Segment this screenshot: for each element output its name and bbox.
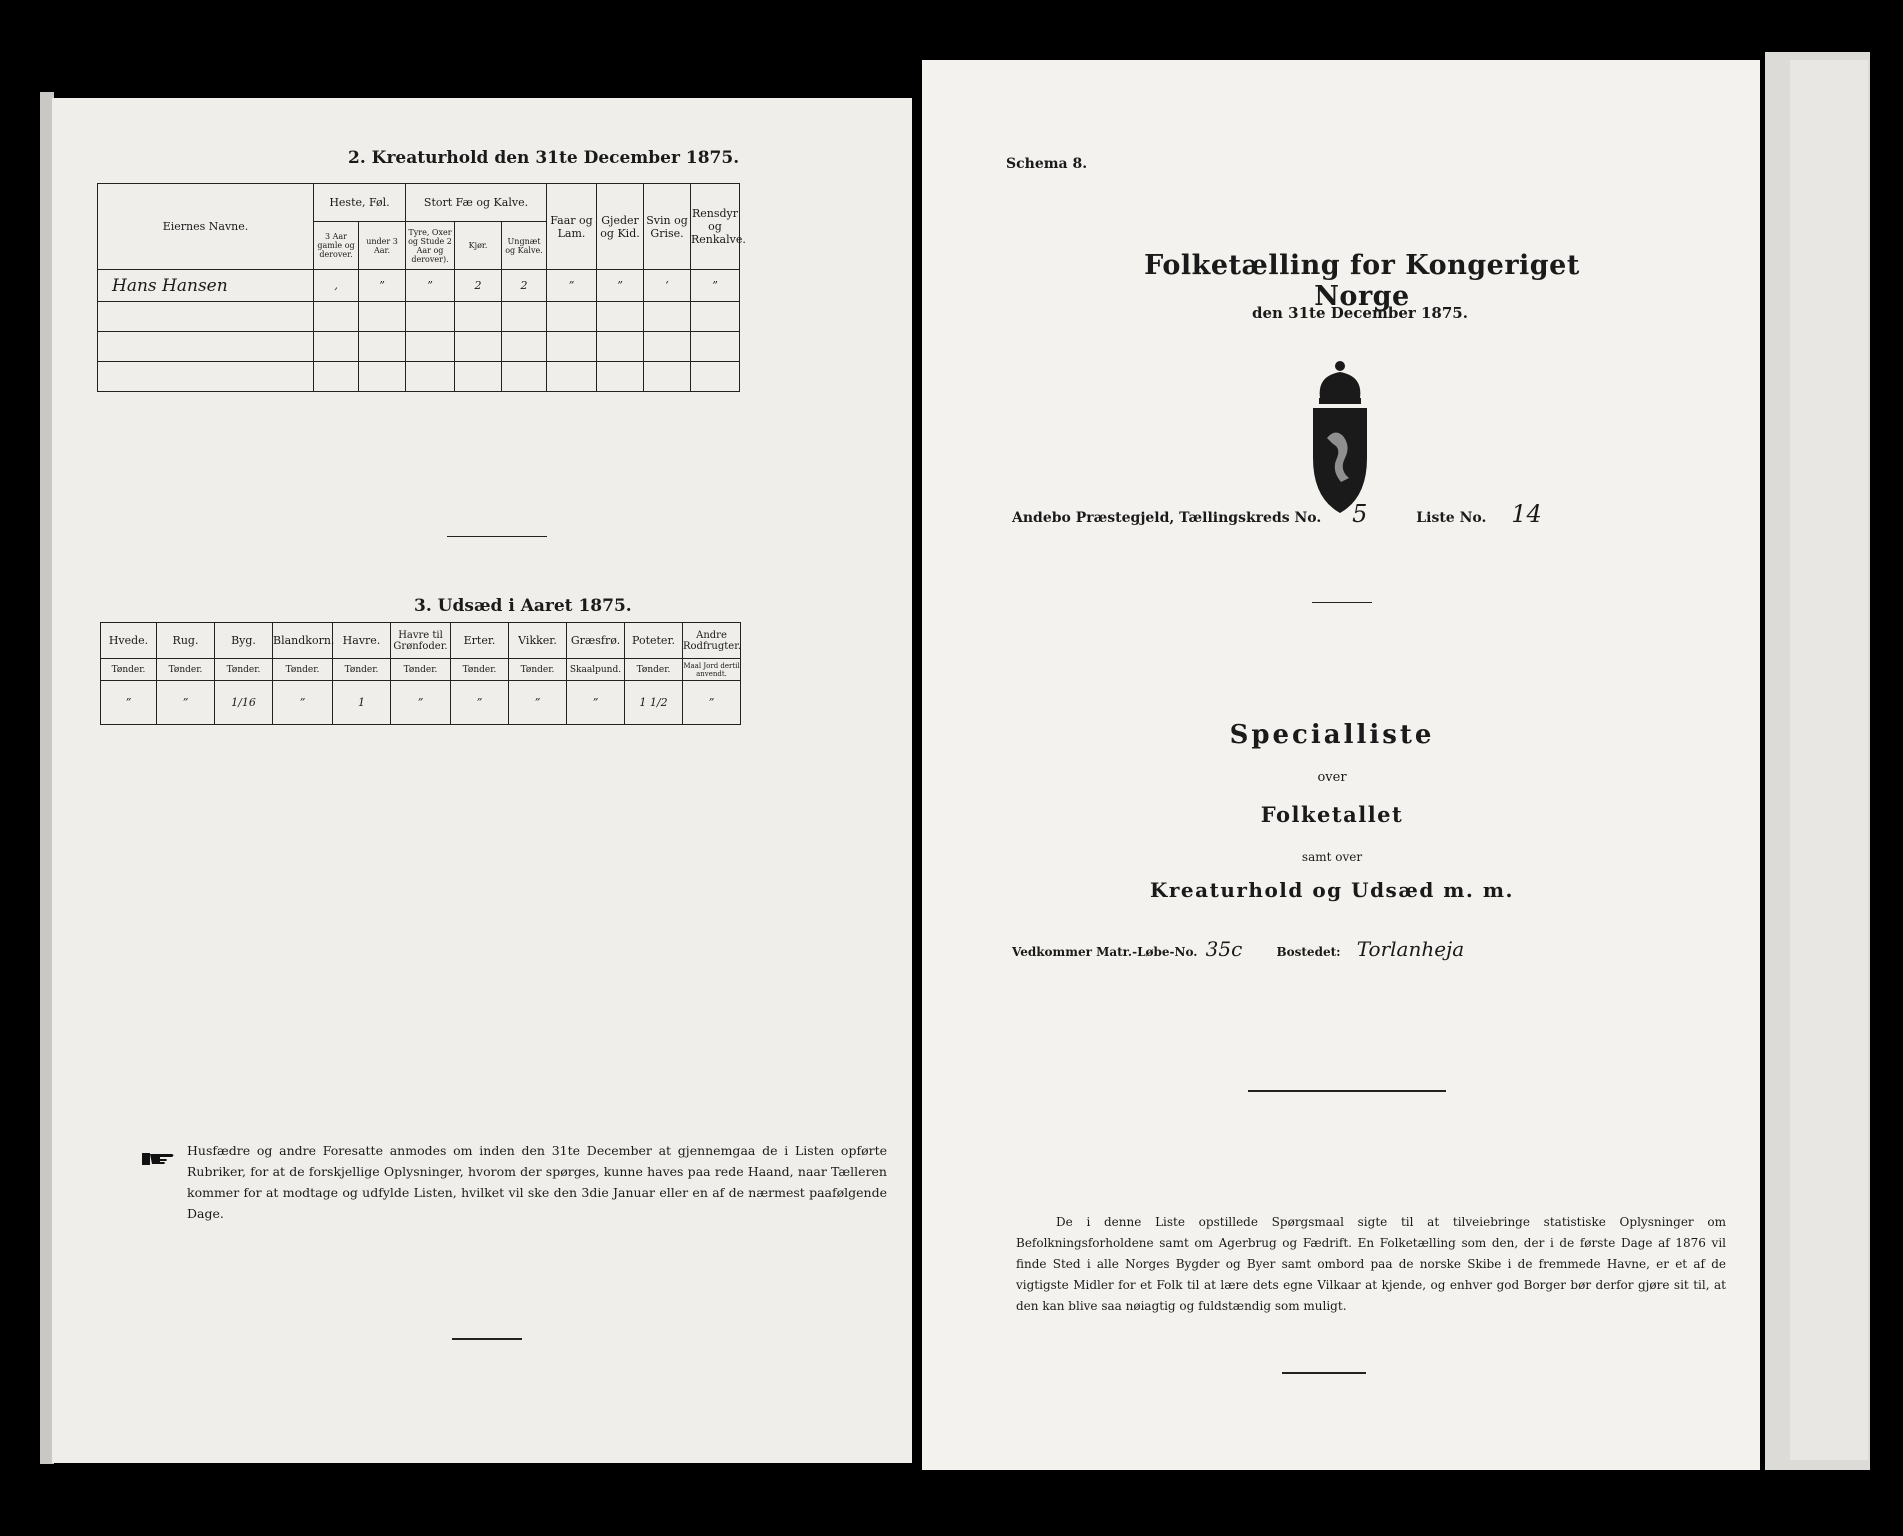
matr-line [1012, 937, 1464, 961]
header-reindeer: Rensdyr og Renkalve. [691, 184, 740, 270]
seed-unit: Tønder. [215, 659, 273, 681]
seed-unit: Tønder. [333, 659, 391, 681]
value-horses-young: ” [359, 270, 406, 302]
samt-over-text: samt over [1301, 850, 1363, 864]
seed-header-oats-fodder: Havre til Grønfoder. [391, 623, 451, 659]
right-page [922, 60, 1760, 1470]
seed-header-roots: Andre Rodfrugter. [683, 623, 741, 659]
list-label: Liste No. [1416, 510, 1487, 526]
notice-text: Husfædre og andre Foresatte anmodes om inden den 31te December at gjennemgaa de i Listen opførte Rubriker, for at de forskjellige Oplysninger, hvorom der spørges, kunne haves paa rede Haand, naar Tælleren kommer for at modtage og udfylde Listen, hvilket vil ske den 3die Januar eller en af de nærmest paafølgende Dage. [187, 1143, 887, 1221]
header-cattle-calves: Ungnæt og Kalve. [502, 222, 547, 270]
value-cattle-calves: 2 [502, 270, 547, 302]
header-cattle-cows: Kjør. [455, 222, 502, 270]
value-reindeer: ” [691, 270, 740, 302]
seed-header-rye: Rug. [157, 623, 215, 659]
seed-unit: Maal Jord dertil anvendt. [683, 659, 741, 681]
value-sheep: ” [547, 270, 597, 302]
pointing-hand-icon [142, 1150, 176, 1168]
folketallet-heading: Folketallet [1260, 802, 1404, 827]
value-horses-old: ‚ [314, 270, 359, 302]
main-title: Folketælling for Kongeriget Norge [1144, 250, 1580, 312]
list-number: 14 [1511, 500, 1542, 528]
kreaturhold-heading: Kreaturhold og Udsæd m. m. [1150, 878, 1514, 902]
livestock-table [97, 183, 746, 392]
divider-bottom [452, 1338, 522, 1340]
seed-value-grass: ” [567, 681, 625, 725]
seed-header-grass: Græsfrø. [567, 623, 625, 659]
divider-3 [1282, 1372, 1366, 1374]
seed-header-mixed: Blandkorn. [273, 623, 333, 659]
seed-value-mixed: ” [273, 681, 333, 725]
date-line: den 31te December 1875. [1252, 304, 1468, 322]
header-horses-young: under 3 Aar. [359, 222, 406, 270]
header-horses: Heste, Føl. [314, 184, 406, 222]
over-text: over [1317, 770, 1347, 785]
seed-value-potatoes: 1 1/2 [625, 681, 683, 725]
seed-value-wheat: ” [101, 681, 157, 725]
header-sheep: Faar og Lam. [547, 184, 597, 270]
seed-unit: Tønder. [101, 659, 157, 681]
seed-unit: Skaalpund. [567, 659, 625, 681]
seed-value-peas: ” [451, 681, 509, 725]
divider-1 [1312, 602, 1372, 603]
seed-value-oats: 1 [333, 681, 391, 725]
parish-line [1012, 500, 1542, 528]
seed-value-rye: ” [157, 681, 215, 725]
district-number: 5 [1352, 500, 1368, 528]
seed-header-vetch: Vikker. [509, 623, 567, 659]
matr-label: Vedkommer Matr.-Løbe-No. [1012, 945, 1198, 959]
seed-table [100, 622, 741, 725]
header-cattle-bulls: Tyre, Oxer og Stude 2 Aar og derover). [406, 222, 455, 270]
district-label: Tællingskreds No. [1179, 510, 1322, 526]
seed-unit: Tønder. [273, 659, 333, 681]
parish-label: Andebo Præstegjeld, [1012, 510, 1175, 526]
owner-name: Hans Hansen [98, 270, 314, 302]
divider-2 [1248, 1090, 1446, 1092]
seed-header-wheat: Hvede. [101, 623, 157, 659]
section3-title: 3. Udsæd i Aaret 1875. [414, 596, 632, 616]
specialliste-heading: Specialliste [1229, 720, 1435, 750]
seed-unit: Tønder. [391, 659, 451, 681]
seed-value-oats-fodder: ” [391, 681, 451, 725]
value-cattle-cows: 2 [455, 270, 502, 302]
right-page-edge-inner [1790, 60, 1868, 1460]
intro-text: De i denne Liste opstillede Spørgsmaal sigte til at tilveiebringe statistiske Oplysninger om Befolkningsforholdene samt om Agerbrug og Fædrift. En Folketælling som den, der i de første Dage af 1876 vil finde Sted i alle Norges Bygder og Byer samt ombord paa de norske Skibe i de fremmede Havne, er et af de vigtigste Midler for et Folk til at lære dets egne Vilkaar at kjende, og enhver god Borger bør derfor gjøre sit til, at den kan blive saa nøiagtig og fuldstændig som muligt. [1016, 1215, 1726, 1313]
norway-coat-of-arms [1305, 358, 1375, 518]
seed-unit: Tønder. [625, 659, 683, 681]
left-page [52, 98, 912, 1463]
seed-unit: Tønder. [157, 659, 215, 681]
seed-header-potatoes: Poteter. [625, 623, 683, 659]
seed-value-roots: ” [683, 681, 741, 725]
seed-header-barley: Byg. [215, 623, 273, 659]
header-owner: Eiernes Navne. [98, 184, 314, 270]
seed-header-oats: Havre. [333, 623, 391, 659]
value-goats: ” [597, 270, 644, 302]
bostedet-label: Bostedet: [1276, 945, 1341, 959]
section2-title: 2. Kreaturhold den 31te December 1875. [348, 148, 740, 168]
value-cattle-bulls: ” [406, 270, 455, 302]
seed-value-vetch: ” [509, 681, 567, 725]
value-pigs: ‘ [644, 270, 691, 302]
header-pigs: Svin og Grise. [644, 184, 691, 270]
header-cattle: Stort Fæ og Kalve. [406, 184, 547, 222]
seed-unit: Tønder. [509, 659, 567, 681]
divider-short [447, 536, 547, 537]
seed-header-peas: Erter. [451, 623, 509, 659]
schema-label: Schema 8. [1006, 156, 1088, 172]
seed-value-barley: 1/16 [215, 681, 273, 725]
matr-number: 35c [1205, 937, 1243, 961]
bostedet-value: Torlanheja [1356, 937, 1465, 961]
header-goats: Gjeder og Kid. [597, 184, 644, 270]
header-horses-old: 3 Aar gamle og derover. [314, 222, 359, 270]
seed-unit: Tønder. [451, 659, 509, 681]
